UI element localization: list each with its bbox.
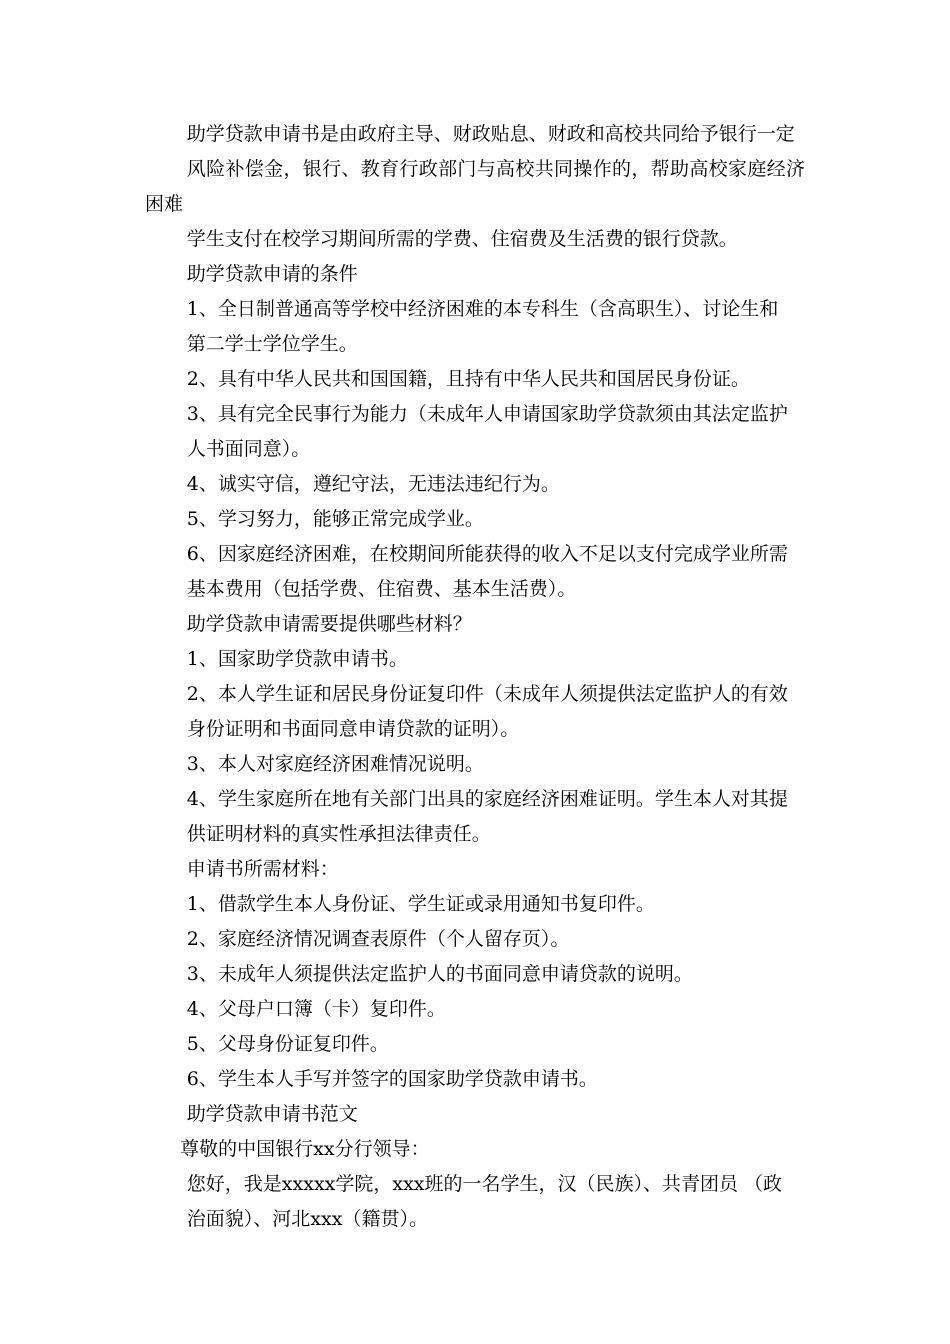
text-line: 4、诚实守信，遵纪守法，无违法违纪行为。 — [186, 473, 560, 495]
text-line: 助学贷款申请的条件 — [186, 263, 358, 285]
text-line: 3、本人对家庭经济困难情况说明。 — [186, 753, 484, 775]
text-line: 2、本人学生证和居民身份证复印件（未成年人须提供法定监护人的有效 — [186, 683, 788, 705]
text-line: 3、具有完全民事行为能力（未成年人申请国家助学贷款须由其法定监护 — [186, 403, 788, 425]
condition-item-6 — [145, 537, 805, 607]
text-line: 尊敬的中国银行xx分行领导： — [180, 1138, 430, 1160]
section-heading-application-materials — [145, 852, 805, 887]
text-line: 3、未成年人须提供法定监护人的书面同意申请贷款的说明。 — [186, 963, 693, 985]
application-item-1 — [145, 887, 805, 922]
condition-item-1 — [145, 292, 805, 362]
letter-greeting-paragraph — [145, 1167, 805, 1237]
condition-item-2 — [145, 362, 805, 397]
text-line: 身份证明和书面同意申请贷款的证明）。 — [186, 718, 520, 740]
text-line: 6、因家庭经济困难，在校期间所能获得的收入不足以支付完成学业所需 — [186, 543, 788, 565]
text-line: 治面貌）、河北xxx（籍贯）。 — [186, 1208, 428, 1230]
text-line: 1、全日制普通高等学校中经济困难的本专科生（含高职生）、讨论生和 — [186, 298, 779, 320]
paragraph-intro — [145, 117, 805, 257]
application-item-2 — [145, 922, 805, 957]
text-line: 助学贷款申请需要提供哪些材料？ — [186, 613, 472, 635]
section-heading-materials — [145, 607, 805, 642]
text-line: 1、借款学生本人身份证、学生证或录用通知书复印件。 — [186, 893, 655, 915]
application-item-3 — [145, 957, 805, 992]
text-line: 2、家庭经济情况调查表原件（个人留存页）。 — [186, 928, 570, 950]
section-heading-sample-letter — [145, 1097, 805, 1132]
condition-item-3 — [145, 397, 805, 467]
text-line: 基本费用（包括学费、住宿费、基本生活费）。 — [186, 578, 577, 600]
text-line: 助学贷款申请书范文 — [186, 1103, 358, 1125]
condition-item-5 — [145, 502, 805, 537]
material-item-2 — [145, 677, 805, 747]
text-line: 第二学士学位学生。 — [186, 333, 358, 355]
text-line: 4、父母户口簿（卡）复印件。 — [186, 998, 446, 1020]
application-item-6 — [145, 1062, 805, 1097]
section-heading-conditions — [145, 257, 805, 292]
application-item-4 — [145, 992, 805, 1027]
text-line: 5、父母身份证复印件。 — [186, 1033, 389, 1055]
material-item-1 — [145, 642, 805, 677]
text-line: 1、国家助学贷款申请书。 — [186, 648, 408, 670]
text-line: 学生支付在校学习期间所需的学费、住宿费及生活费的银行贷款。 — [186, 228, 738, 250]
text-line: 5、学习努力，能够正常完成学业。 — [186, 508, 484, 530]
letter-salutation — [145, 1132, 805, 1167]
material-item-3 — [145, 747, 805, 782]
text-line: 人书面同意）。 — [186, 438, 311, 460]
condition-item-4 — [145, 467, 805, 502]
text-line: 您好，我是xxxxx学院，xxx班的一名学生，汉（民族）、共青团员 （政 — [186, 1173, 783, 1195]
text-line: 风险补偿金，银行、教育行政部门与高校共同操作的，帮助高校家庭经济困难 — [145, 158, 805, 215]
text-line: 6、学生本人手写并签字的国家助学贷款申请书。 — [186, 1068, 598, 1090]
text-line: 申请书所需材料： — [186, 858, 339, 880]
material-item-4 — [145, 782, 805, 852]
text-line: 供证明材料的真实性承担法律责任。 — [186, 823, 491, 845]
document-body — [145, 117, 805, 1237]
text-line: 助学贷款申请书是由政府主导、财政贴息、财政和高校共同给予银行一定 — [186, 123, 795, 145]
text-line: 4、学生家庭所在地有关部门出具的家庭经济困难证明。学生本人对其提 — [186, 788, 788, 810]
application-item-5 — [145, 1027, 805, 1062]
text-line: 2、具有中华人民共和国国籍，且持有中华人民共和国居民身份证。 — [186, 368, 750, 390]
